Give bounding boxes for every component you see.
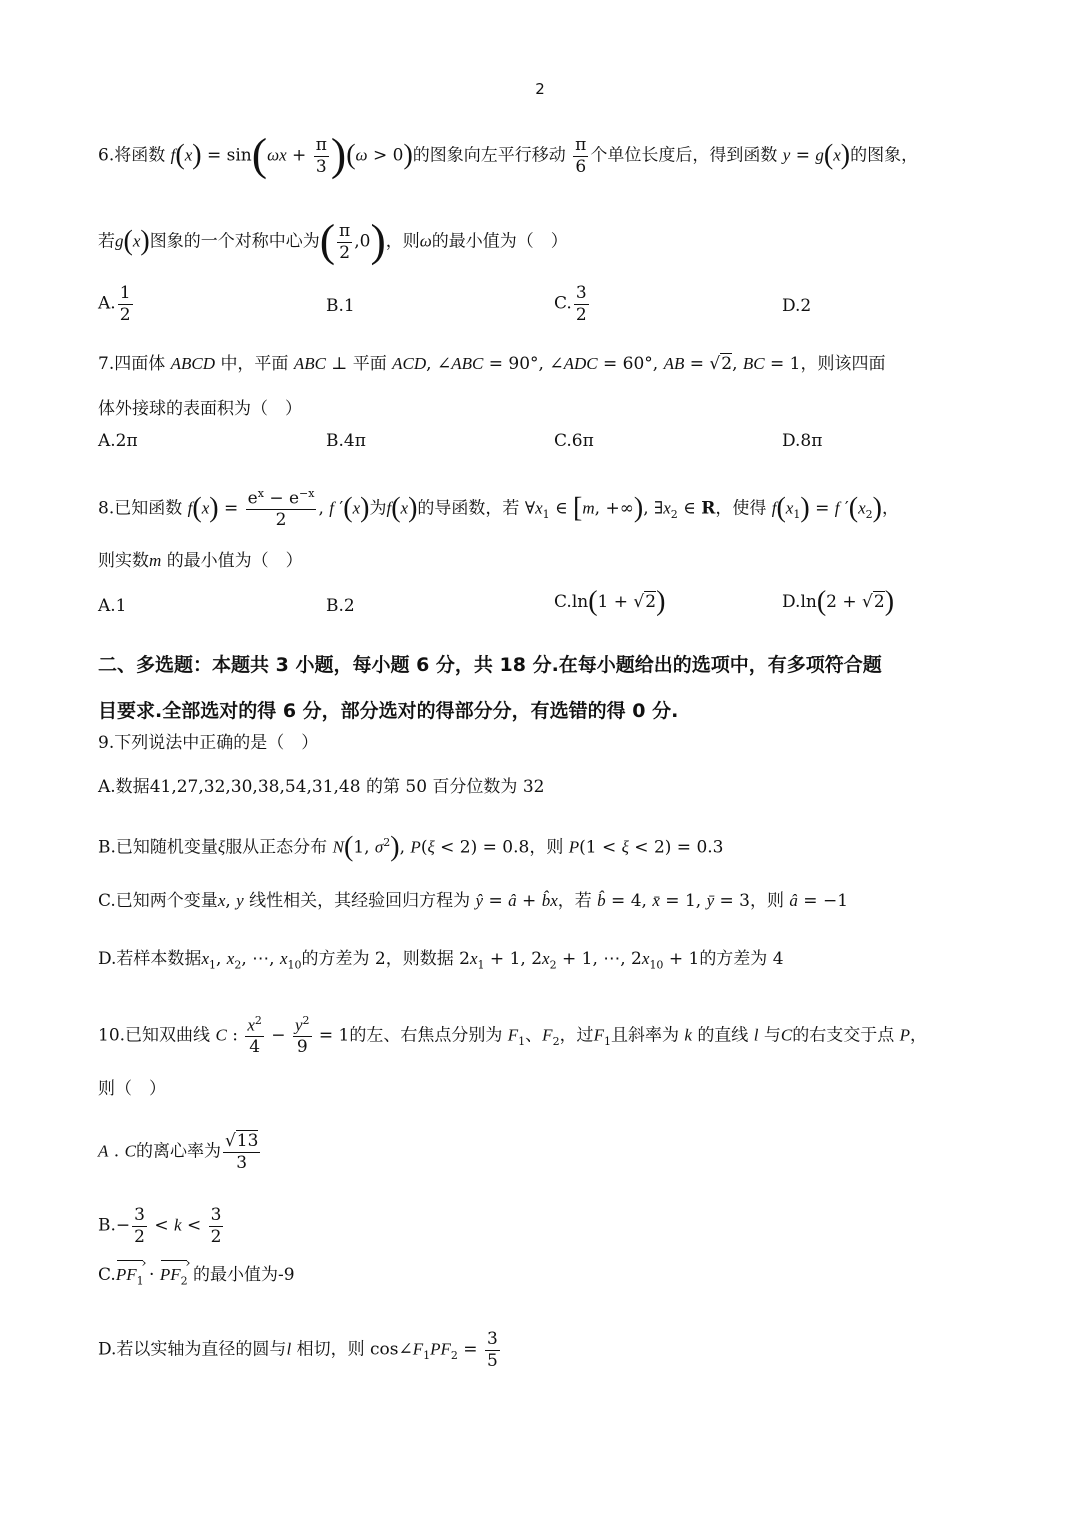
q9-option-c: C.已知两个变量x, y 线性相关，其经验回归方程为 ŷ = â + b̂x，若 b̂ = 4, x̄ = 1, ȳ = 3，则 â = −1 <box>98 891 849 911</box>
q10-option-c: $C.PF_1$ › · $PF_2$ › 的最小值为-9 <box>98 1262 295 1294</box>
q9-option-a: A.数据41,27,32,30,38,54,31,48 的第 50 百分位数为 32 <box>98 777 545 797</box>
question-8-line-1: 8.已知函数 f(x) = $\frac{e^x - e^{-x}}{2}$ , f ′(x)为f(x)的导函数，若 $\forall x_1$ ∈ [m, +∞), $\exists x_2$ ∈ R，使得 $f(x_1) = f$ $'(x_2)$， <box>98 487 899 531</box>
question-10-line-1: 10.已知双曲线 C : $\frac{x^2}{4}$ − $\frac{y^2}{9}$ = 1的左、右焦点分别为 $F_1$、$F_2$，过$F_1$且斜率为 k 的直线 l 与C的右支交于点 P， <box>98 1014 927 1058</box>
q10-option-d: D.若以实轴为直径的圆与l 相切，则 $\cos\angle F_1PF_2$ = $\frac{3}{5}$ <box>98 1329 498 1371</box>
question-8-line-2: 则实数m 的最小值为（ ） <box>98 551 303 571</box>
q9-option-b: B.已知随机变量ξ服从正态分布 N(1, $\sigma^2$), P(ξ < 2) = 0.8，则 P(1 < ξ < 2) = 0.3 <box>98 831 724 863</box>
q10-option-a: A . C的离心率为 $\frac{√13}{3}$ <box>98 1131 259 1173</box>
q6-option-d: D.2 <box>782 296 812 316</box>
q6-option-b: B.1 <box>326 296 355 316</box>
question-6-line-2: 若g(x)图象的一个对称中心为( $\frac{\pi}{2}$ ,0)，则ω的最小值为（ ） <box>98 214 568 266</box>
question-9-stem: 9.下列说法中正确的是（ ） <box>98 733 319 753</box>
q7-option-c: C.6π <box>554 431 594 451</box>
q8-option-a: A.1 <box>98 596 127 616</box>
q7-option-a: A.2π <box>98 431 138 451</box>
page-number: 2 <box>535 80 545 98</box>
question-10-line-2: 则（ ） <box>98 1079 166 1099</box>
q10-option-b: B.− $\frac{3}{2}$ < k < $\frac{3}{2}$ <box>98 1205 222 1247</box>
question-7-line-2: 体外接球的表面积为（ ） <box>98 399 302 419</box>
q7-option-b: B.4π <box>326 431 366 451</box>
q6-option-a: A. $\frac{1}{2}$ <box>98 283 131 325</box>
section-2-heading-line-2: 目要求.全部选对的得 6 分，部分选对的得部分分，有选错的得 0 分. <box>98 700 679 722</box>
q9-option-d: D.若样本数据$x_1$, $x_2$, ⋯, $x_{10}$的方差为 2，则数据 $2x_1 + 1$, $2x_2 + 1$, ⋯, $2x_{10} + 1$的方差为 4 <box>98 949 784 972</box>
q8-option-c: C.ln(1 + √2) <box>554 586 666 617</box>
q6-option-c: C. $\frac{3}{2}$ <box>554 283 587 325</box>
q8-option-d: D.ln(2 + √2) <box>782 586 895 617</box>
q7-option-d: D.8π <box>782 431 823 451</box>
question-6-line-1: 6.将函数 f(x) = sin(ωx + $\frac{\pi}{3}$ )(ω > 0)的图象向左平行移动 $\frac{\pi}{6}$ 个单位长度后，得到函数 y = g(x)的图象， <box>98 128 919 180</box>
q8-option-b: B.2 <box>326 596 355 616</box>
question-7-line-1: 7.四面体 ABCD 中，平面 ABC ⊥ 平面 ACD, ∠ABC = 90°, ∠ADC = 60°, AB = √2, BC = 1，则该四面 <box>98 354 886 374</box>
section-2-heading-line-1: 二、多选题：本题共 3 小题，每小题 6 分，共 18 分.在每小题给出的选项中，有多项符合题 <box>98 654 882 676</box>
